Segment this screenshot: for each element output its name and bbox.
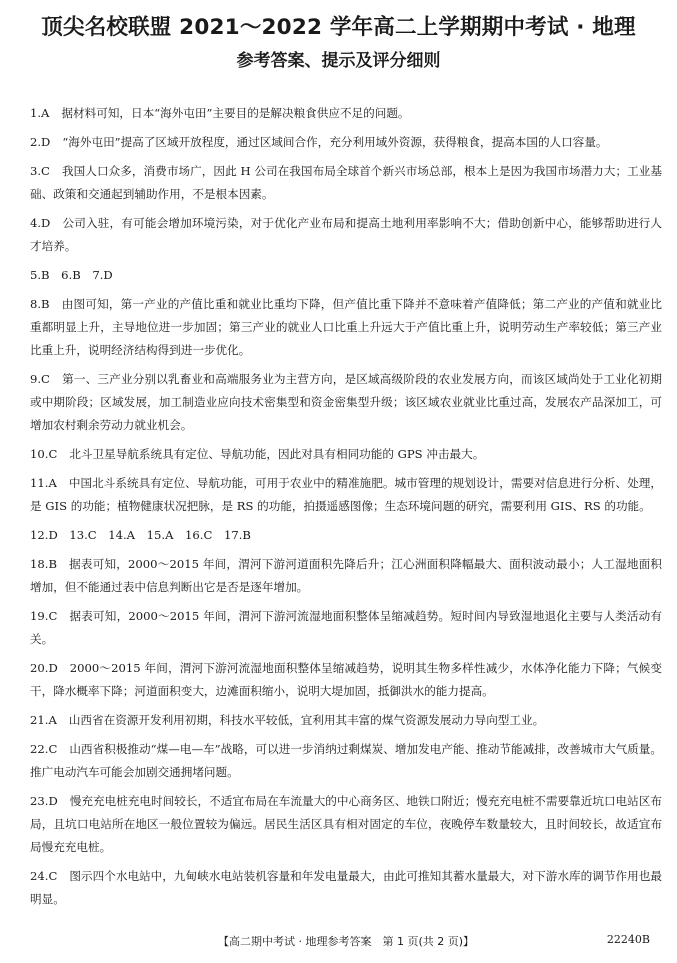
answer-number: 12.D 13.C 14.A 15.A 16.C 17.B bbox=[30, 528, 251, 542]
answer-number: 8.B bbox=[30, 297, 50, 311]
answer-explanation: 北斗卫星导航系统具有定位、导航功能，因此对具有相同功能的 GPS 冲击最大。 bbox=[69, 447, 485, 461]
answer-explanation: 山西省在资源开发利用初期，科技水平较低，宜利用其丰富的煤气资源发展动力导向型工业。 bbox=[68, 713, 545, 727]
answer-number: 5.B 6.B 7.D bbox=[30, 268, 113, 282]
answer-number: 11.A bbox=[30, 476, 57, 490]
answer-number: 19.C bbox=[30, 609, 58, 623]
answer-number: 3.C bbox=[30, 164, 50, 178]
footer-page-info: 【高二期中考试 · 地理参考答案 第 1 页(共 2 页)】 bbox=[218, 935, 475, 948]
answer-item bbox=[30, 524, 662, 547]
answer-explanation: 慢充充电桩充电时间较长，不适宜布局在车流量大的中心商务区、地铁口附近；慢充充电桩不需要靠近坑口电站区布局，且坑口电站所在地区一般位置较为偏远。居民生活区具有相对固定的车位，夜晚停车数量较大，且时间较长，故适宜布局慢充充电桩。 bbox=[30, 794, 662, 854]
answer-explanation: 2000～2015 年间，渭河下游河流湿地面积整体呈缩减趋势，说明其生物多样性减少，水体净化能力下降；气候变干，降水概率下降；河道面积变大，边滩面积缩小，说明大堤加固，抵御洪水的能力提高。 bbox=[30, 661, 662, 698]
answer-explanation: 据表可知，2000～2015 年间，渭河下游河流湿地面积整体呈缩减趋势。短时间内导致湿地退化主要与人类活动有关。 bbox=[30, 609, 662, 646]
answer-explanation: “海外屯田”提高了区域开放程度，通过区域间合作，充分利用域外资源，获得粮食，提高本国的人口容量。 bbox=[62, 135, 608, 149]
answer-explanation: 我国人口众多，消费市场广，因此 H 公司在我国布局全球首个新兴市场总部，根本上是因为我国市场潜力大；工业基础、政策和交通起到辅助作用，不是根本因素。 bbox=[30, 164, 662, 201]
answer-number: 24.C bbox=[30, 869, 58, 883]
answer-item bbox=[30, 605, 662, 651]
answer-number: 21.A bbox=[30, 713, 57, 727]
answer-item bbox=[30, 160, 662, 206]
page-title: 顶尖名校联盟 2021～2022 学年高二上学期期中考试 · 地理 bbox=[41, 15, 636, 40]
answer-item bbox=[30, 131, 662, 154]
answer-explanation: 山西省积极推动“煤—电—车”战略，可以进一步消纳过剩煤炭、增加发电产能、推动节能减排，改善城市大气质量。推广电动汽车可能会加剧交通拥堵问题。 bbox=[30, 742, 662, 779]
answer-number: 18.B bbox=[30, 557, 57, 571]
answer-explanation: 据材料可知，日本“海外屯田”主要目的是解决粮食供应不足的问题。 bbox=[61, 106, 410, 120]
answer-item bbox=[30, 553, 662, 599]
page-subtitle: 参考答案、提示及评分细则 bbox=[236, 51, 441, 71]
answer-number: 10.C bbox=[30, 447, 58, 461]
answer-item bbox=[30, 368, 662, 437]
answer-item bbox=[30, 443, 662, 466]
answer-item bbox=[30, 293, 662, 362]
answer-item bbox=[30, 709, 662, 732]
footer-doc-code: 22240B bbox=[606, 933, 650, 946]
answer-explanation: 图示四个水电站中，九甸峡水电站装机容量和年发电量最大，由此可推知其蓄水量最大，对下游水库的调节作用也最明显。 bbox=[30, 869, 662, 906]
answer-number: 23.D bbox=[30, 794, 58, 808]
answer-number: 22.C bbox=[30, 742, 58, 756]
answer-explanation: 公司入驻，有可能会增加环境污染，对于优化产业布局和提高土地利用率影响不大；借助创新中心，能够帮助进行人才培养。 bbox=[30, 216, 662, 253]
answer-item bbox=[30, 472, 662, 518]
page-footer bbox=[0, 933, 677, 951]
answer-number: 2.D bbox=[30, 135, 51, 149]
answer-explanation: 由图可知，第一产业的产值比重和就业比重均下降，但产值比重下降并不意味着产值降低；第二产业的产值和就业比重都明显上升，主导地位进一步加固；第三产业的就业人口比重上升远大于产值比重上升，说明劳动生产率较低；第三产业比重上升，说明经济结构得到进一步优化。 bbox=[30, 297, 662, 357]
answer-item bbox=[30, 212, 662, 258]
answer-explanation: 第一、三产业分别以乳畜业和高端服务业为主营方向，是区域高级阶段的农业发展方向，而该区域尚处于工业化初期或中期阶段；区域发展，加工制造业应向技术密集型和资金密集型升级；该区域农业就业比重过高，发展农产品深加工，可增加农村剩余劳动力就业机会。 bbox=[30, 372, 662, 432]
answer-number: 4.D bbox=[30, 216, 51, 230]
answer-explanation: 中国北斗系统具有定位、导航功能，可用于农业中的精准施肥。城市管理的规划设计，需要对信息进行分析、处理，是 GIS 的功能；植物健康状况把脉，是 RS 的功能，拍摄遥感图像；生态环境问题的研究，需要利用 GIS、RS 的功能。 bbox=[30, 476, 662, 513]
answer-explanation: 据表可知，2000～2015 年间，渭河下游河道面积先降后升；江心洲面积降幅最大、面积波动最小；人工湿地面积增加，但不能通过表中信息判断出它是否是逐年增加。 bbox=[30, 557, 662, 594]
answer-number: 20.D bbox=[30, 661, 58, 675]
answer-item bbox=[30, 657, 662, 703]
answer-item bbox=[30, 790, 662, 859]
answer-list bbox=[30, 102, 662, 946]
answer-item bbox=[30, 264, 662, 287]
answer-number: 1.A bbox=[30, 106, 50, 120]
answer-item bbox=[30, 102, 662, 125]
answer-number: 9.C bbox=[30, 372, 50, 386]
answer-item bbox=[30, 865, 662, 911]
answer-item bbox=[30, 738, 662, 784]
